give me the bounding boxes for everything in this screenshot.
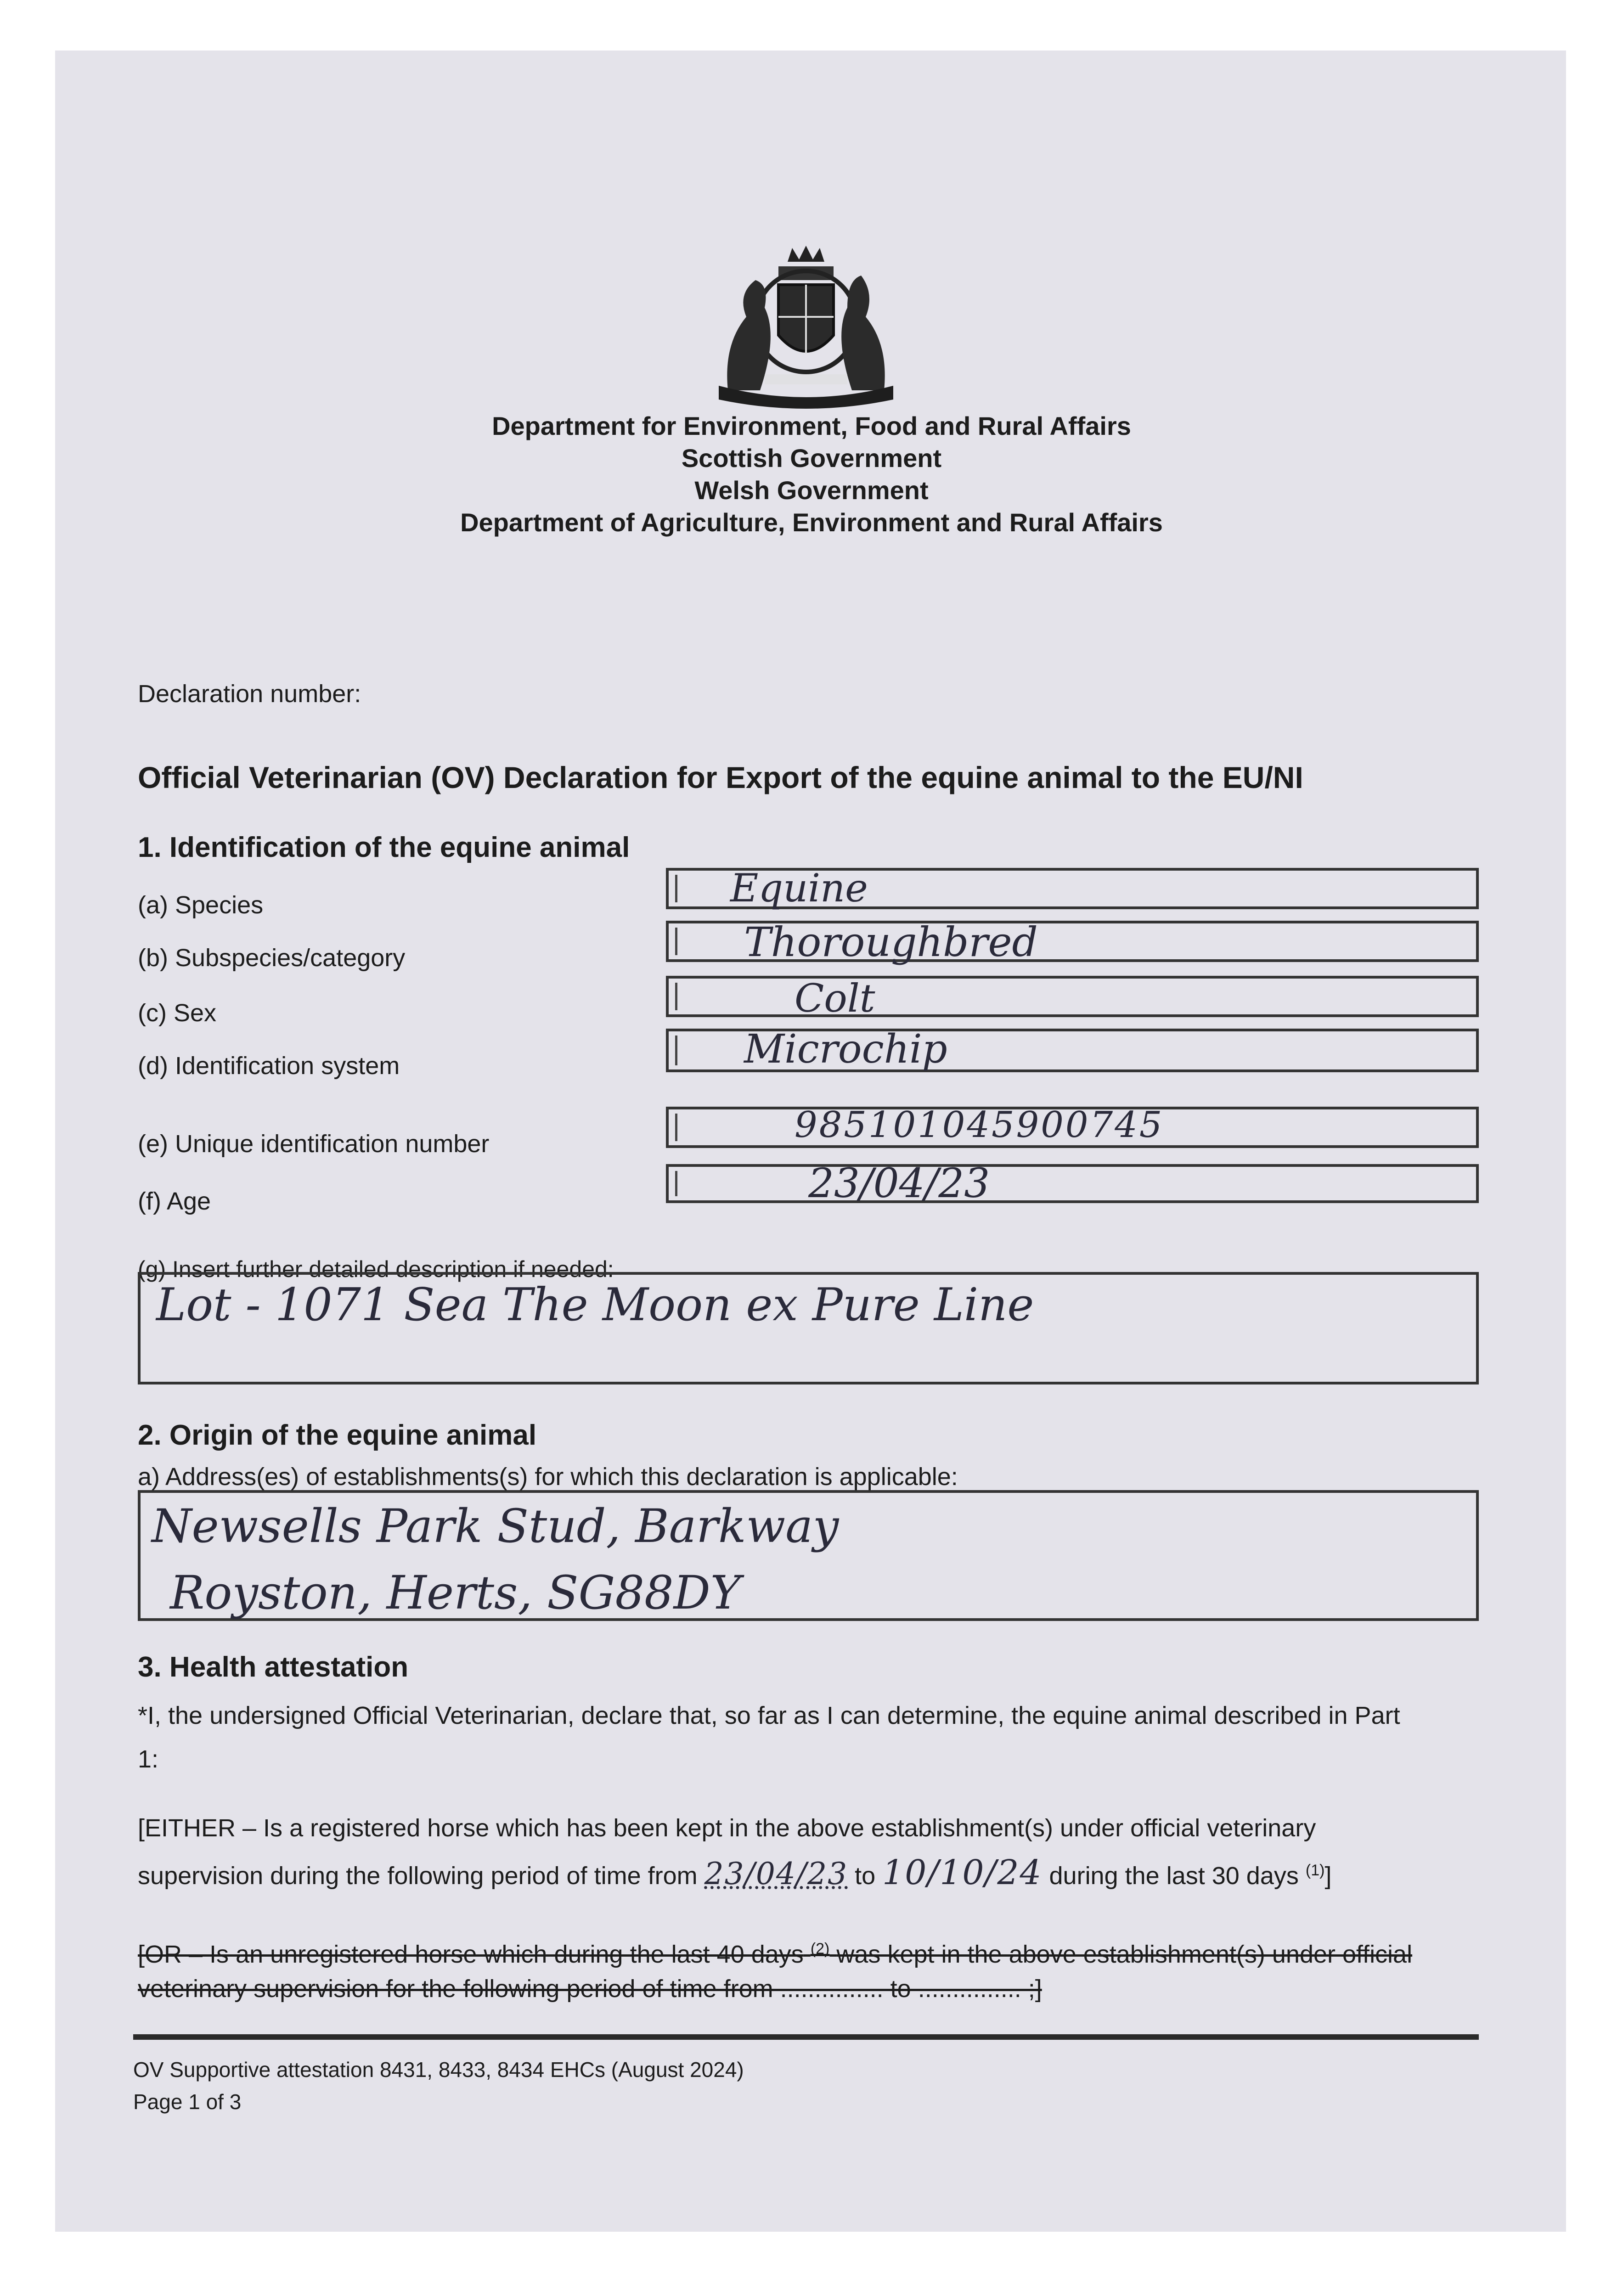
age-label: (f) Age bbox=[138, 1187, 211, 1215]
subspecies-label: (b) Subspecies/category bbox=[138, 944, 406, 972]
address-line2-value: Royston, Herts, SG88DY bbox=[170, 1566, 741, 1620]
either-line2 bbox=[138, 1853, 1331, 1892]
species-field-marker bbox=[675, 875, 677, 902]
either-line1: [EITHER – Is a registered horse which has been kept in the above establishment(s) under official veterinary bbox=[138, 1814, 1316, 1842]
unique-id-field-marker bbox=[675, 1114, 677, 1141]
subspecies-field-marker bbox=[675, 928, 677, 955]
either-footnote-ref: (1) bbox=[1305, 1862, 1325, 1879]
section1-heading: 1. Identification of the equine animal bbox=[138, 832, 630, 863]
unique-id-label: (e) Unique identification number bbox=[138, 1130, 490, 1158]
age-field[interactable] bbox=[666, 1164, 1479, 1203]
or-line1-end: was kept in the above establishment(s) under official bbox=[836, 1941, 1413, 1968]
either-close-bracket: ] bbox=[1324, 1862, 1332, 1890]
identification-system-label: (d) Identification system bbox=[138, 1052, 400, 1080]
identification-system-field-marker bbox=[675, 1035, 677, 1065]
further-description-label: (g) Insert further detailed description if needed: bbox=[138, 1256, 614, 1282]
sex-field-marker bbox=[675, 983, 677, 1010]
footer-attestation-ref: OV Supportive attestation 8431, 8433, 8434 EHCs (August 2024) bbox=[133, 2058, 744, 2082]
species-value: Equine bbox=[730, 866, 868, 911]
address-line1-value: Newsells Park Stud, Barkway bbox=[152, 1499, 839, 1553]
either-line2-start: supervision during the following period of time from bbox=[138, 1862, 698, 1890]
age-value: 23/04/23 bbox=[808, 1159, 990, 1207]
sex-field[interactable] bbox=[666, 976, 1479, 1017]
species-label: (a) Species bbox=[138, 891, 264, 919]
or-line2: veterinary supervision for the following period of time from ............... to ............... ;] bbox=[138, 1975, 1042, 2003]
subspecies-value: Thoroughbred bbox=[744, 918, 1038, 966]
further-description-value: Lot - 1071 Sea The Moon ex Pure Line bbox=[156, 1279, 1034, 1331]
attestation-intro-line1: *I, the undersigned Official Veterinarian, declare that, so far as I can determine, the equine animal described in Part bbox=[138, 1702, 1400, 1729]
either-to-word: to bbox=[855, 1862, 876, 1890]
document-title: Official Veterinarian (OV) Declaration for Export of the equine animal to the EU/NI bbox=[138, 760, 1303, 794]
royal-coat-of-arms-emblem bbox=[710, 243, 902, 409]
or-line1-start: [OR – Is an unregistered horse which during the last 40 days bbox=[138, 1941, 804, 1968]
or-line1 bbox=[138, 1940, 1412, 1969]
address-label: a) Address(es) of establishments(s) for which this declaration is applicable: bbox=[138, 1463, 958, 1491]
department-daera: Department of Agriculture, Environment and Rural Affairs bbox=[460, 508, 1163, 537]
attestation-intro-line2: 1: bbox=[138, 1745, 159, 1773]
section2-heading: 2. Origin of the equine animal bbox=[138, 1419, 537, 1451]
or-footnote-ref: (2) bbox=[810, 1940, 830, 1958]
footer-page-number: Page 1 of 3 bbox=[133, 2090, 242, 2114]
department-welsh-government: Welsh Government bbox=[694, 476, 929, 505]
sex-value: Colt bbox=[795, 976, 875, 1021]
department-scottish-government: Scottish Government bbox=[681, 444, 942, 473]
date-from-value: 23/04/23 bbox=[704, 1856, 848, 1891]
sex-label: (c) Sex bbox=[138, 999, 217, 1027]
either-line2-end: during the last 30 days bbox=[1049, 1862, 1299, 1890]
unique-id-value: 985101045900745 bbox=[795, 1104, 1164, 1146]
date-to-value: 10/10/24 bbox=[882, 1853, 1043, 1892]
section3-heading: 3. Health attestation bbox=[138, 1651, 409, 1683]
declaration-number-label: Declaration number: bbox=[138, 680, 361, 708]
department-defra: Department for Environment, Food and Rural Affairs bbox=[492, 411, 1131, 440]
age-field-marker bbox=[675, 1171, 677, 1196]
footer-divider bbox=[133, 2034, 1479, 2040]
identification-system-value: Microchip bbox=[744, 1026, 947, 1072]
